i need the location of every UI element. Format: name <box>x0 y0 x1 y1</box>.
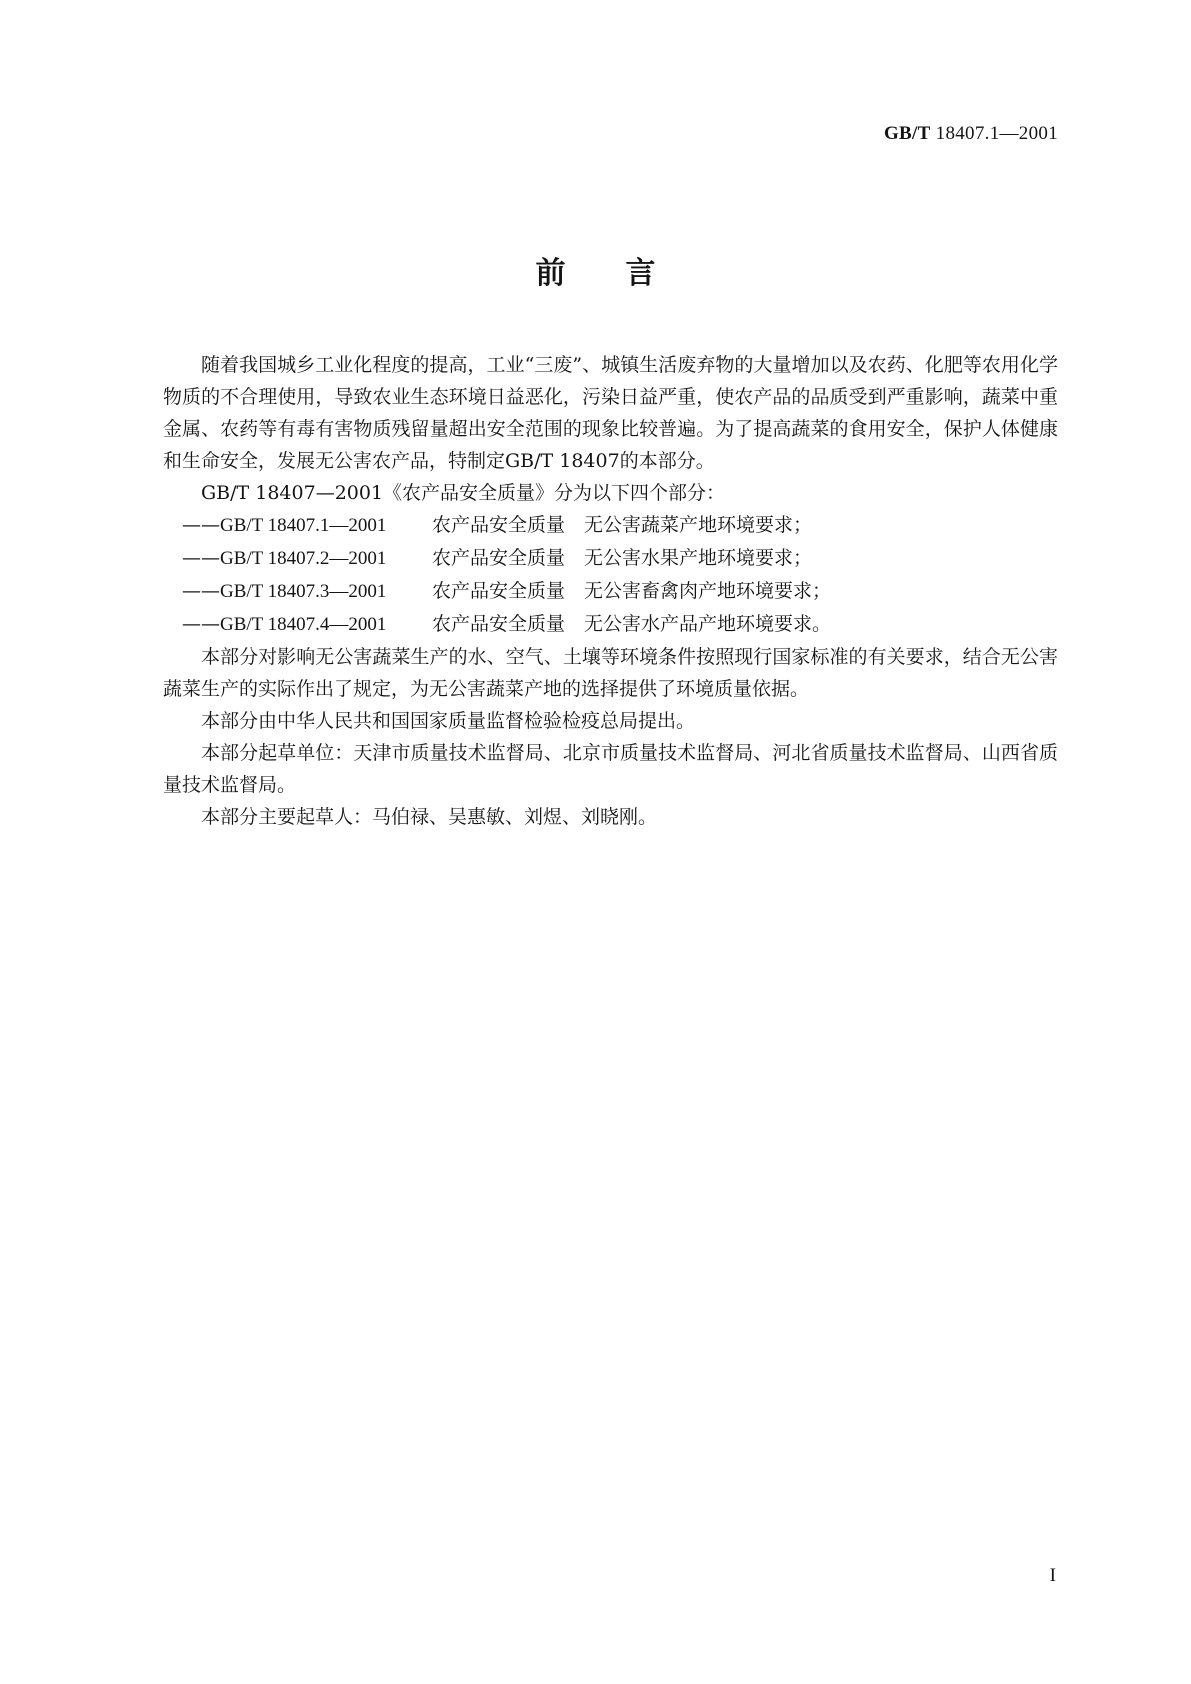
parts-intro-paragraph: GB/T 18407—2001《农产品安全质量》分为以下四个部分： <box>201 482 726 504</box>
intro-paragraph: 随着我国城乡工业化程度的提高，工业“三废”、城镇生活废弃物的大量增加以及农药、化肥等农用化学物质的不合理使用，导致农业生态环境日益恶化，污染日益严重，使农产品的品质受到严重影响，蔬菜中重金属、农药等有毒有害物质残留量超出安全范围的现象比较普遍。为了提高蔬菜的食用安全，保护人体健康和生命安全，发展无公害农产品，特制定GB/T 18407的本部分。 <box>163 354 1058 472</box>
part-code: GB/T 18407.1—2001 <box>220 515 387 536</box>
list-item <box>163 575 1058 608</box>
standard-code <box>884 123 1058 145</box>
part-category: 农产品安全质量 <box>432 580 566 602</box>
part-name: 无公害水果产地环境要求； <box>584 547 813 569</box>
list-dash: —— <box>182 613 220 635</box>
foreword-body <box>163 349 1058 833</box>
part-code: GB/T 18407.3—2001 <box>220 581 387 602</box>
list-dash: —— <box>182 514 220 536</box>
part-category: 农产品安全质量 <box>432 547 566 569</box>
page-title: 前言 <box>535 256 716 291</box>
list-item <box>163 608 1058 641</box>
part-name: 无公害蔬菜产地环境要求； <box>584 514 813 536</box>
standard-code-number: 18407.1—2001 <box>935 123 1058 144</box>
list-dash: —— <box>182 547 220 569</box>
standard-code-prefix: GB/T <box>883 123 931 144</box>
part-category: 农产品安全质量 <box>432 514 566 536</box>
part-code: GB/T 18407.4—2001 <box>220 614 387 635</box>
drafting-units-paragraph: 本部分起草单位：天津市质量技术监督局、北京市质量技术监督局、河北省质量技术监督局、山西省质量技术监督局。 <box>163 742 1058 796</box>
list-item <box>163 509 1058 542</box>
part-name: 无公害畜禽肉产地环境要求； <box>584 580 832 602</box>
part-name: 无公害水产品产地环境要求。 <box>584 613 832 635</box>
parts-list <box>163 509 1058 641</box>
list-item <box>163 542 1058 575</box>
drafters-paragraph: 本部分主要起草人：马伯禄、吴惠敏、刘煜、刘晓刚。 <box>201 806 658 828</box>
part-category: 农产品安全质量 <box>432 613 566 635</box>
scope-paragraph: 本部分对影响无公害蔬菜生产的水、空气、土壤等环境条件按照现行国家标准的有关要求，结合无公害蔬菜生产的实际作出了规定，为无公害蔬菜产地的选择提供了环境质量依据。 <box>163 646 1058 700</box>
list-dash: —— <box>182 580 220 602</box>
page-number: I <box>1049 1565 1056 1586</box>
proposer-paragraph: 本部分由中华人民共和国国家质量监督检验检疫总局提出。 <box>201 710 696 732</box>
part-code: GB/T 18407.2—2001 <box>220 548 387 569</box>
